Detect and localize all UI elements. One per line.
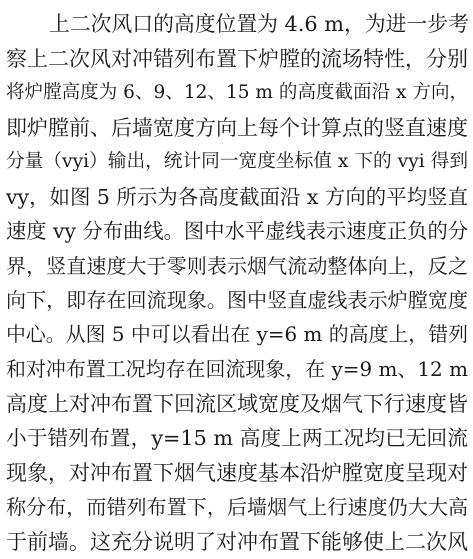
text-line-10: 中心。从图 5 中可以看出在 y=6 m 的高度上，错列 (6, 318, 468, 353)
text-line-8: 界，竖直速度大于零则表示烟气流动整体向上，反之 (6, 249, 468, 284)
text-line-14: 现象，对冲布置下烟气速度基本沿炉膛宽度呈现对 (6, 456, 468, 491)
text-line-9: 向下，即存在回流现象。图中竖直虚线表示炉膛宽度 (6, 283, 468, 318)
text-line-2: 察上二次风对冲错列布置下炉膛的流场特性，分别 (6, 42, 468, 77)
text-line-16: 于前墙。这充分说明了对冲布置下能够使上二次风 (6, 525, 468, 559)
text-line-15: 称分布，而错列布置下，后墙烟气上行速度仍大大高 (6, 490, 468, 525)
text-line-3: 将炉膛高度为 6、9、12、15 m 的高度截面沿 x 方向， (6, 76, 468, 111)
document-body (6, 7, 468, 559)
text-line-12: 高度上对冲布置下回流区域宽度及烟气下行速度皆 (6, 387, 468, 422)
text-line-11: 和对冲布置工况均存在回流现象，在 y=9 m、12 m (6, 352, 468, 387)
text-line-6: vy，如图 5 所示为各高度截面沿 x 方向的平均竖直 (6, 180, 468, 215)
text-line-5: 分量（vyi）输出，统计同一宽度坐标值 x 下的 vyi 得到 (6, 145, 468, 180)
text-line-4: 即炉膛前、后墙宽度方向上每个计算点的竖直速度 (6, 111, 468, 146)
text-line-13: 小于错列布置，y=15 m 高度上两工况均已无回流 (6, 421, 468, 456)
text-line-1: 上二次风口的高度位置为 4.6 m，为进一步考 (6, 7, 468, 42)
text-line-7: 速度 vy 分布曲线。图中水平虚线表示速度正负的分 (6, 214, 468, 249)
